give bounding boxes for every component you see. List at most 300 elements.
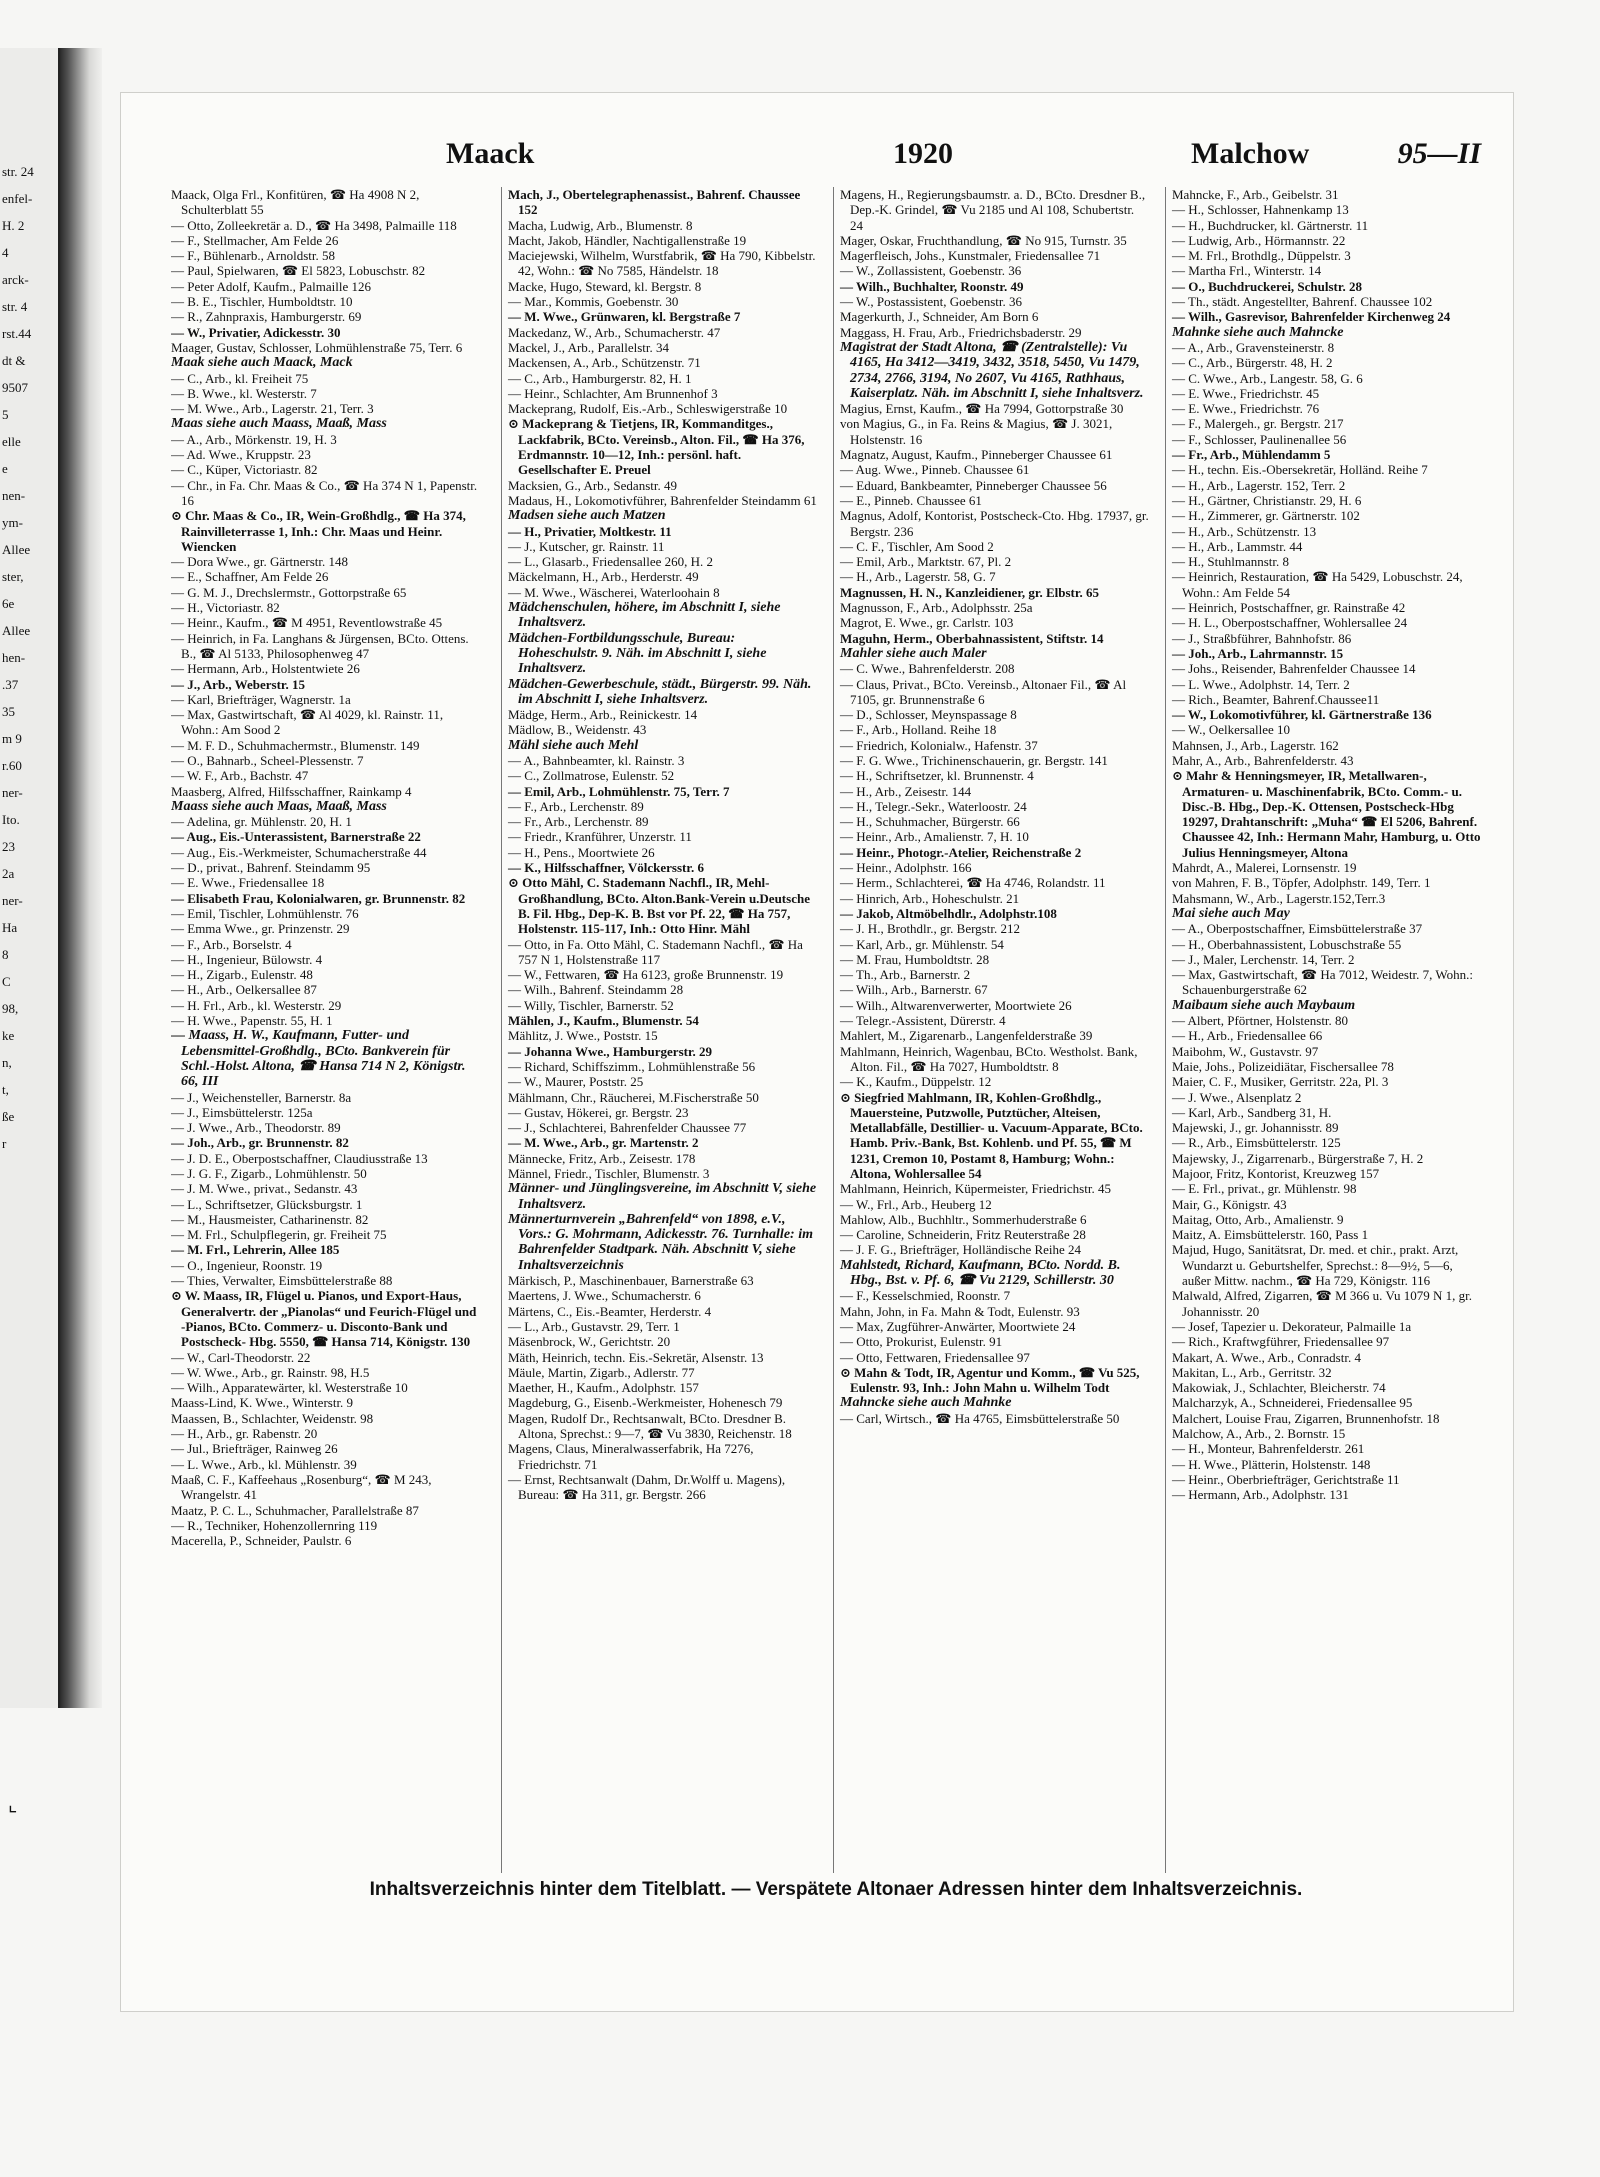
directory-entry: — Albert, Pförtner, Holstenstr. 80 xyxy=(1172,1013,1349,1029)
directory-entry: Mahlow, Alb., Buchhltr., Sommerhuderstraße 6 xyxy=(840,1211,1087,1227)
directory-entry: — F., Schlosser, Paulinenallee 56 xyxy=(1172,431,1347,447)
directory-entry: Majoor, Fritz, Kontorist, Kreuzweg 157 xyxy=(1172,1166,1380,1181)
previous-page-fragment: m 9 xyxy=(2,731,22,746)
directory-entry: — E. Wwe., Friedensallee 18 xyxy=(171,875,325,891)
directory-entry: — E. Wwe., Friedrichstr. 45 xyxy=(1172,385,1320,401)
directory-entry: Magistrat der Stadt Altona, ☎ (Zentralstelle): Vu 4165, Ha 3412—3419, 3432, 3518, 5450, Vu 1479, 2734, 2766, 3194, No 2607, Vu 4165, Rathhaus, Kaiserplatz. Näh. im Abschnitt I, siehe Inhaltsverz. xyxy=(840,339,1144,401)
directory-entry: Maguhn, Herm., Oberbahnassistent, Stiftstr. 14 xyxy=(840,630,1104,646)
directory-entry: Magen, Rudolf Dr., Rechtsanwalt, BCto. Dresdner B. Altona, Sprechst.: 9—7, ☎ Vu 3830, Reichenstr. 18 xyxy=(508,1410,792,1442)
directory-entry: Maitag, Otto, Arb., Amalienstr. 9 xyxy=(1172,1211,1344,1227)
directory-entry: — Heinr., Schlachter, Am Brunnenhof 3 xyxy=(508,385,718,401)
directory-entry: — W., Oelkersallee 10 xyxy=(1172,722,1291,738)
directory-entry: Magnatz, August, Kaufm., Pinneberger Chaussee 61 xyxy=(840,447,1113,463)
directory-entry: — Fr., Arb., Mühlendamm 5 xyxy=(1172,447,1331,463)
directory-entry: — Max, Zugführer-Anwärter, Moortwiete 24 xyxy=(840,1318,1076,1334)
previous-page-fragment: ner- xyxy=(2,785,23,800)
directory-entry: — L., Schriftsetzer, Glücksburgstr. 1 xyxy=(171,1196,363,1212)
directory-entry: — L., Arb., Gustavstr. 29, Terr. 1 xyxy=(508,1318,680,1334)
page-number: 95—II xyxy=(1397,137,1481,170)
directory-entry: — W., Carl-Theodorstr. 22 xyxy=(171,1349,311,1365)
directory-entry: — E. Frl., privat., gr. Mühlenstr. 98 xyxy=(1172,1181,1357,1197)
directory-entry: Mählen, J., Kaufm., Blumenstr. 54 xyxy=(508,1013,699,1029)
header-year: 1920 xyxy=(893,137,953,170)
directory-entry: Magrot, E. Wwe., gr. Carlstr. 103 xyxy=(840,615,1014,631)
previous-page-fragment: 9507 xyxy=(2,380,28,395)
directory-entry: Mählitz, J. Wwe., Poststr. 15 xyxy=(508,1028,658,1044)
directory-entry: — M. Wwe., Wäscherei, Waterloohain 8 xyxy=(508,584,720,600)
directory-entry: — M. F. D., Schuhmachermstr., Blumenstr. 149 xyxy=(171,737,420,753)
directory-entry: Mackeprang, Rudolf, Eis.-Arb., Schleswigerstraße 10 xyxy=(508,401,788,417)
directory-entry: — H., Arb., Lammstr. 44 xyxy=(1172,538,1303,554)
directory-entry: — G. M. J., Drechslermstr., Gottorpstraße 65 xyxy=(171,584,407,600)
directory-entry: — J., Weichensteller, Barnerstr. 8a xyxy=(171,1089,352,1105)
directory-entry: — Wilh., Altwarenverwerter, Moortwiete 26 xyxy=(840,997,1072,1013)
previous-page-fragment: 23 xyxy=(2,839,15,854)
previous-page-edge xyxy=(0,48,60,1708)
directory-entry: Maasberg, Alfred, Hilfsschaffner, Rainkamp 4 xyxy=(171,783,412,799)
directory-entry: Magnus, Adolf, Kontorist, Postscheck-Cto. Hbg. 17937, gr. Bergstr. 236 xyxy=(840,508,1149,539)
directory-entry: — Willy, Tischler, Barnerstr. 52 xyxy=(508,997,674,1013)
directory-entry: — Richard, Schiffszimm., Lohmühlenstraße 56 xyxy=(508,1058,756,1074)
directory-entry: — H., Arb., Oelkersallee 87 xyxy=(171,982,317,998)
directory-entry: — Friedr., Kranführer, Unzerstr. 11 xyxy=(508,829,692,845)
directory-entry: — O., Ingenieur, Roonstr. 19 xyxy=(171,1257,323,1273)
previous-page-fragment: n, xyxy=(2,1055,12,1070)
previous-page-fragment: ße xyxy=(2,1109,15,1124)
previous-page-fragment: r.60 xyxy=(2,758,22,773)
directory-entry: — H. Wwe., Papenstr. 55, H. 1 xyxy=(171,1013,333,1029)
directory-entry: Mahlmann, Heinrich, Küpermeister, Friedrichstr. 45 xyxy=(840,1181,1111,1197)
directory-entry: Makitan, L., Arb., Gerritstr. 32 xyxy=(1172,1364,1332,1380)
directory-entry: Männecke, Fritz, Arb., Zeisestr. 178 xyxy=(508,1150,696,1166)
directory-entry: — J., Arb., Weberstr. 15 xyxy=(171,676,305,692)
directory-entry: Maak siehe auch Maack, Mack xyxy=(171,355,353,371)
directory-entry: Madsen siehe auch Matzen xyxy=(508,508,666,524)
directory-entry: ⊙ Mahr & Henningsmeyer, IR, Metallwaren-, Armaturen- u. Maschinenfabrik, BCto. Comm.- u. Disc.-B. Hbg., Dep.-K. Ottensen, Postscheck-Hbg 19297, Drahtanschrift: „Muha“ ☎ El 5206, Bahrenf. Chaussee 42, Inh.: Hermann Mahr, Hamburg, u. Otto Julius Henningsmeyer, Altona xyxy=(1172,768,1481,860)
directory-entry: Maertens, J. Wwe., Schumacherstr. 6 xyxy=(508,1288,701,1304)
directory-entry: — A., Arb., Gravensteinerstr. 8 xyxy=(1172,339,1335,355)
column-1 xyxy=(171,187,481,1873)
directory-entry: — Jakob, Altmöbelhdlr., Adolphstr.108 xyxy=(840,905,1057,921)
directory-entry: — J. Wwe., Alsenplatz 2 xyxy=(1172,1089,1302,1105)
footer-note: Inhaltsverzeichnis hinter dem Titelblatt. — Verspätete Altonaer Adressen hinter dem Inhaltsverzeichnis. xyxy=(369,1879,1303,1900)
directory-entry: — H., Gärtner, Christianstr. 29, H. 6 xyxy=(1172,492,1362,508)
directory-entry: — Martha Frl., Winterstr. 14 xyxy=(1172,263,1322,279)
directory-entry: Mähl siehe auch Mehl xyxy=(508,737,639,753)
directory-entry: Maack, Olga Frl., Konfitüren, ☎ Ha 4908 N 2, Schulterblatt 55 xyxy=(171,187,420,218)
previous-page-fragment: Ha xyxy=(2,920,18,935)
directory-entry: — W., Lokomotivführer, kl. Gärtnerstraße 136 xyxy=(1172,707,1432,723)
directory-entry: — Hermann, Arb., Adolphstr. 131 xyxy=(1172,1487,1349,1503)
directory-entry: — Aug., Eis.-Werkmeister, Schumacherstraße 44 xyxy=(171,844,427,860)
directory-entry: — H., Arb., Lagerstr. 152, Terr. 2 xyxy=(1172,477,1346,493)
directory-entry: — Max, Gastwirtschaft, ☎ Ha 7012, Weidestr. 7, Wohn.: Schauenburgerstraße 62 xyxy=(1172,967,1474,998)
directory-entry: Mählmann, Chr., Räucherei, M.Fischerstraße 50 xyxy=(508,1089,759,1105)
directory-entry: Maatz, P. C. L., Schuhmacher, Parallelstraße 87 xyxy=(171,1502,419,1518)
directory-entry: — Heinr., Photogr.-Atelier, Reichenstraße 2 xyxy=(840,844,1082,860)
directory-entry: — Joh., Arb., Lahrmannstr. 15 xyxy=(1172,645,1344,661)
directory-entry: Mackedanz, W., Arb., Schumacherstr. 47 xyxy=(508,324,721,340)
directory-entry: — Chr., in Fa. Chr. Maas & Co., ☎ Ha 374 N 1, Papenstr. 16 xyxy=(171,477,478,508)
directory-entry: — J. H., Brothdlr., gr. Bergstr. 212 xyxy=(840,921,1020,937)
previous-page-fragment: C xyxy=(2,974,11,989)
previous-page-fragment: ke xyxy=(2,1028,15,1043)
previous-page-fragment: 4 xyxy=(2,245,9,260)
directory-entry: Majewski, J., gr. Johannisstr. 89 xyxy=(1172,1120,1339,1136)
directory-entry: Maager, Gustav, Schlosser, Lohmühlenstraße 75, Terr. 6 xyxy=(171,339,463,355)
directory-entry: Männerturnverein „Bahrenfeld“ von 1898, e.V., Vors.: G. Mohrmann, Adickesstr. 76. Turnhalle: im Bahrenfelder Stadtpark. Näh. Abschnitt V, siehe Inhaltsverzeichnis xyxy=(508,1211,813,1273)
directory-entry: — Peter Adolf, Kaufm., Palmaille 126 xyxy=(171,278,372,294)
directory-entry: Mahrdt, A., Malerei, Lornsenstr. 19 xyxy=(1172,860,1357,876)
directory-entry: — O., Bahnarb., Scheel-Plessenstr. 7 xyxy=(171,752,364,768)
directory-entry: — Emil, Tischler, Lohmühlenstr. 76 xyxy=(171,905,359,921)
directory-entry: — H., Arb., Schützenstr. 13 xyxy=(1172,523,1317,539)
directory-entry: Malchow, A., Arb., 2. Bornstr. 15 xyxy=(1172,1426,1346,1442)
directory-columns xyxy=(171,187,1489,1873)
directory-entry: — Joh., Arb., gr. Brunnenstr. 82 xyxy=(171,1135,349,1151)
directory-entry: Makart, A. Wwe., Arb., Conradstr. 4 xyxy=(1172,1349,1361,1365)
directory-entry: Märtens, C., Eis.-Beamter, Herderstr. 4 xyxy=(508,1303,712,1319)
directory-entry: — W., Postassistent, Goebenstr. 36 xyxy=(840,294,1023,310)
directory-entry: — J., Schlachterei, Bahrenfelder Chaussee 77 xyxy=(508,1120,747,1136)
directory-entry: Macksien, G., Arb., Sedanstr. 49 xyxy=(508,477,677,493)
directory-entry: — Emma Wwe., gr. Prinzenstr. 29 xyxy=(171,921,350,937)
directory-entry: — Johs., Reisender, Bahrenfelder Chaussee 14 xyxy=(1172,661,1416,677)
directory-entry: Mahlert, M., Zigarenarb., Langenfelderstraße 39 xyxy=(840,1028,1093,1044)
directory-entry: — M. Wwe., Arb., gr. Martenstr. 2 xyxy=(508,1135,699,1151)
running-header xyxy=(191,137,1481,171)
directory-entry: — D., privat., Bahrenf. Steindamm 95 xyxy=(171,860,371,876)
directory-entry: — L. Wwe., Adolphstr. 14, Terr. 2 xyxy=(1172,676,1350,692)
directory-entry: Mahler siehe auch Maler xyxy=(840,645,987,661)
directory-entry: Mahnsen, J., Arb., Lagerstr. 162 xyxy=(1172,737,1339,753)
directory-entry: Macke, Hugo, Steward, kl. Bergstr. 8 xyxy=(508,278,702,294)
directory-entry: — E., Schaffner, Am Felde 26 xyxy=(171,569,329,585)
directory-entry: — W., Frl., Arb., Heuberg 12 xyxy=(840,1196,992,1212)
directory-entry: — Wilh., Bahrenf. Steindamm 28 xyxy=(508,982,684,998)
directory-entry: ⊙ Chr. Maas & Co., IR, Wein-Großhdlg., ☎ Ha 374, Rainvilleterrasse 1, Inh.: Chr. Maas und Heinr. Wiencken xyxy=(171,508,466,554)
directory-entry: — W., Fettwaren, ☎ Ha 6123, große Brunnenstr. 19 xyxy=(508,967,784,983)
directory-entry: Maass-Lind, K. Wwe., Winterstr. 9 xyxy=(171,1395,354,1411)
directory-entry: von Mahren, F. B., Töpfer, Adolphstr. 149, Terr. 1 xyxy=(1172,875,1431,891)
directory-entry: ⊙ Mackeprang & Tietjens, IR, Kommanditges., Lackfabrik, BCto. Vereinsb., Alton. Fil., ☎ Ha 376, Erdmannstr. 10—12, Inh.: persönl. haft. Gesellschafter E. Preuel xyxy=(508,416,805,478)
directory-entry: — Dora Wwe., gr. Gärtnerstr. 148 xyxy=(171,554,349,570)
directory-entry: — C. Wwe., Bahrenfelderstr. 208 xyxy=(840,661,1015,677)
directory-entry: — J., Eimsbüttelerstr. 125a xyxy=(171,1104,313,1120)
directory-entry: — Wilh., Gasrevisor, Bahrenfelder Kirchenweg 24 xyxy=(1172,309,1451,325)
directory-entry: — Telegr.-Assistent, Dürerstr. 4 xyxy=(840,1013,1006,1029)
directory-entry: — Aug., Eis.-Unterassistent, Barnerstraße 22 xyxy=(171,829,421,845)
directory-entry: Maciejewski, Wilhelm, Wurstfabrik, ☎ Ha 790, Kibbelstr. 42, Wohn.: ☎ No 7585, Händelstr. 18 xyxy=(508,248,816,279)
previous-page-fragment: 6e xyxy=(2,596,15,611)
directory-entry: — H., Schlosser, Hahnenkamp 13 xyxy=(1172,202,1349,218)
previous-page-fragment: r xyxy=(2,1136,7,1151)
directory-entry: — J., Maler, Lerchenstr. 14, Terr. 2 xyxy=(1172,951,1355,967)
previous-page-fragment: 2a xyxy=(2,866,15,881)
directory-entry: Mäule, Martin, Zigarb., Adlerstr. 77 xyxy=(508,1364,695,1380)
directory-entry: Magerkurth, J., Schneider, Am Born 6 xyxy=(840,309,1039,325)
directory-entry: — M. Frl., Brothdlg., Düppelstr. 3 xyxy=(1172,248,1351,264)
directory-entry: Mädchen-Fortbildungsschule, Bureau: Hoheschulstr. 9. Näh. im Abschnitt I, siehe Inhaltsverz. xyxy=(508,630,767,677)
directory-entry: Malwald, Alfred, Zigarren, ☎ M 366 u. Vu 1079 N 1, gr. Johannisstr. 20 xyxy=(1172,1288,1473,1319)
previous-page-fragment: 8 xyxy=(2,947,9,962)
directory-entry: — Josef, Tapezier u. Dekorateur, Palmaille 1a xyxy=(1172,1318,1412,1334)
directory-entry: Malchert, Louise Frau, Zigarren, Brunnenhofstr. 18 xyxy=(1172,1410,1440,1426)
previous-page-fragment: nen- xyxy=(2,488,26,503)
directory-entry: — A., Oberpostschaffner, Eimsbüttelerstraße 37 xyxy=(1172,921,1423,937)
previous-page-fragment: ym- xyxy=(2,515,23,530)
directory-entry: — Emil, Arb., Marktstr. 67, Pl. 2 xyxy=(840,554,1012,570)
directory-entry: — A., Arb., Mörkenstr. 19, H. 3 xyxy=(171,431,337,447)
directory-entry: Maibohm, W., Gustavstr. 97 xyxy=(1172,1043,1319,1059)
directory-entry: — Mar., Kommis, Goebenstr. 30 xyxy=(508,294,679,310)
directory-entry: Mahncke siehe auch Mahnke xyxy=(840,1395,1012,1411)
directory-entry: — B. E., Tischler, Humboldtstr. 10 xyxy=(171,294,353,310)
directory-entry: — Claus, Privat., BCto. Vereinsb., Altonaer Fil., ☎ Al 7105, gr. Brunnenstraße 6 xyxy=(840,676,1127,707)
directory-entry: — Wilh., Apparatewärter, kl. Westerstraße 10 xyxy=(171,1380,408,1396)
directory-entry: — R., Arb., Eimsbüttelerstr. 125 xyxy=(1172,1135,1341,1151)
directory-entry: — K., Hilfsschaffner, Völckersstr. 6 xyxy=(508,860,704,876)
directory-entry: — Heinr., Adolphstr. 166 xyxy=(840,860,972,876)
previous-page-fragment: .37 xyxy=(2,677,19,692)
directory-entry: — H., techn. Eis.-Obersekretär, Holländ. Reihe 7 xyxy=(1172,462,1428,478)
directory-entry: — J. G. F., Zigarb., Lohmühlenstr. 50 xyxy=(171,1166,367,1181)
directory-entry: — F., Arb., Holland. Reihe 18 xyxy=(840,722,997,738)
directory-entry: — H. L., Oberpostschaffner, Wohlersallee 24 xyxy=(1172,615,1408,631)
directory-entry: Mädge, Herm., Arb., Reinickestr. 14 xyxy=(508,707,698,723)
directory-entry: Maitz, A. Eimsbüttelerstr. 160, Pass 1 xyxy=(1172,1227,1369,1243)
directory-entry: — Carl, Wirtsch., ☎ Ha 4765, Eimsbüttelerstraße 50 xyxy=(840,1410,1120,1426)
directory-entry: — Emil, Arb., Lohmühlenstr. 75, Terr. 7 xyxy=(508,783,730,799)
directory-entry: Magnussen, H. N., Kanzleidiener, gr. Elbstr. 65 xyxy=(840,584,1099,600)
directory-entry: — H., Schuhmacher, Bürgerstr. 66 xyxy=(840,814,1020,830)
directory-entry: Makowiak, J., Schlachter, Bleicherstr. 74 xyxy=(1172,1380,1386,1396)
directory-entry: — C. F., Tischler, Am Sood 2 xyxy=(840,538,994,554)
directory-entry: — Karl, Arb., gr. Mühlenstr. 54 xyxy=(840,936,1004,952)
directory-entry: — L. Wwe., Arb., kl. Mühlenstr. 39 xyxy=(171,1456,357,1472)
directory-entry: Mahlstedt, Richard, Kaufmann, BCto. Nordd. B. Hbg., Bst. v. Pf. 6, ☎ Vu 2129, Schillerstr. 30 xyxy=(840,1257,1121,1289)
directory-entry: — F. G. Wwe., Trichinenschauerin, gr. Bergstr. 141 xyxy=(840,752,1108,768)
directory-entry: Mahr, A., Arb., Bahrenfelderstr. 43 xyxy=(1172,752,1354,768)
directory-entry: Maassen, B., Schlachter, Weidenstr. 98 xyxy=(171,1410,374,1426)
directory-entry: Mach, J., Obertelegraphenassist., Bahrenf. Chaussee 152 xyxy=(508,187,801,218)
previous-page-fragment: t, xyxy=(2,1082,9,1097)
directory-entry: — W., Zollassistent, Goebenstr. 36 xyxy=(840,263,1022,279)
directory-entry: — A., Bahnbeamter, kl. Rainstr. 3 xyxy=(508,752,685,768)
directory-entry: — M. Frl., Schulpflegerin, gr. Freiheit 75 xyxy=(171,1227,387,1243)
directory-entry: — Paul, Spielwaren, ☎ El 5823, Lobuschstr. 82 xyxy=(171,263,426,279)
directory-entry: ⊙ Siegfried Mahlmann, IR, Kohlen-Großhdlg., Mauersteine, Putzwolle, Putztücher, Alteisen, Metallabfälle, Destillier- u. Vacuum-Apparate, BCto. Hamb. Priv.-Bank, Bst. Kohlenb. und Pf. 55, ☎ M 1231, Cremon 10, Postamt 8, Hamburg; Wohn.: Altona, Wohlersallee 54 xyxy=(840,1089,1143,1181)
directory-entry: — J. F. G., Briefträger, Holländische Reihe 24 xyxy=(840,1242,1082,1258)
directory-entry: — C., Küper, Victoriastr. 82 xyxy=(171,462,318,478)
directory-entry: ⊙ Otto Mähl, C. Stademann Nachfl., IR, Mehl-Großhandlung, BCto. Alton.Bank-Verein u.Deutsche B. Fil. Hbg., Dep-K. B. Bst vor Pf. 22, ☎ Ha 757, Holstenstr. 115-117, Inh.: Otto Hinr. Mähl xyxy=(508,875,810,937)
directory-entry: — M. Wwe., Grünwaren, kl. Bergstraße 7 xyxy=(508,309,741,325)
directory-entry: — Otto, Zolleekretär a. D., ☎ Ha 3498, Palmaille 118 xyxy=(171,217,457,233)
directory-entry: — Th., städt. Angestellter, Bahrenf. Chaussee 102 xyxy=(1172,294,1433,310)
directory-entry: — W., Maurer, Poststr. 25 xyxy=(508,1074,644,1090)
directory-entry: Macht, Jakob, Händler, Nachtigallenstraße 19 xyxy=(508,232,747,248)
directory-entry: — H., Stuhlmannstr. 8 xyxy=(1172,554,1290,570)
directory-page xyxy=(120,92,1514,2012)
previous-page-fragment: hen- xyxy=(2,650,26,665)
directory-entry: Mädchen-Gewerbeschule, städt., Bürgerstr. 99. Näh. im Abschnitt I, siehe Inhaltsverz. xyxy=(508,676,812,707)
directory-entry: — W. F., Arb., Bachstr. 47 xyxy=(171,768,309,784)
directory-entry: — Heinrich, Restauration, ☎ Ha 5429, Lobuschstr. 24, Wohn.: Am Felde 54 xyxy=(1172,569,1463,600)
directory-entry: — D., Schlosser, Meynspassage 8 xyxy=(840,707,1017,723)
directory-entry: — C. Wwe., Arb., Langestr. 58, G. 6 xyxy=(1172,370,1363,386)
previous-page-fragment: Allee xyxy=(2,542,31,557)
directory-entry: — F., Kesselschmied, Roonstr. 7 xyxy=(840,1288,1011,1304)
previous-page-fragment: elle xyxy=(2,434,21,449)
directory-entry: — Th., Arb., Barnerstr. 2 xyxy=(840,967,971,983)
directory-entry: — Friedrich, Kolonialw., Hafenstr. 37 xyxy=(840,737,1038,753)
directory-entry: — C., Arb., Hamburgerstr. 82, H. 1 xyxy=(508,370,692,386)
directory-entry: — Hermann, Arb., Holstentwiete 26 xyxy=(171,661,360,677)
directory-entry: — R., Techniker, Hohenzollernring 119 xyxy=(171,1517,378,1533)
directory-entry: — Herm., Schlachterei, ☎ Ha 4746, Rolandstr. 11 xyxy=(840,875,1106,891)
directory-entry: ⊙ W. Maass, IR, Flügel u. Pianos, und Export-Haus, Generalvertr. der „Pianolas“ und Feurich-Flügel und -Pianos, BCto. Commerz- u. Disconto-Bank und Postscheck- Hbg. 5550, ☎ Hansa 714, Königstr. 130 xyxy=(171,1288,477,1350)
directory-entry: Malcharzyk, A., Schneiderei, Friedensallee 95 xyxy=(1172,1395,1413,1411)
directory-entry: — M., Hausmeister, Catharinenstr. 82 xyxy=(171,1211,369,1227)
directory-entry: Maas siehe auch Maass, Maaß, Mass xyxy=(171,416,387,432)
directory-entry: — H., Privatier, Moltkestr. 11 xyxy=(508,523,672,539)
directory-entry: — Otto, Prokurist, Eulenstr. 91 xyxy=(840,1334,1003,1350)
directory-entry: — O., Buchdruckerei, Schulstr. 28 xyxy=(1172,278,1362,294)
directory-entry: — Karl, Briefträger, Wagnerstr. 1a xyxy=(171,691,351,707)
directory-entry: — H., Zigarb., Eulenstr. 48 xyxy=(171,967,313,983)
directory-entry: Magius, Ernst, Kaufm., ☎ Ha 7994, Gottorpstraße 30 xyxy=(840,401,1124,417)
previous-page-fragment: ster, xyxy=(2,569,24,584)
directory-entry: — Hinrich, Arb., Hoheschulstr. 21 xyxy=(840,890,1020,906)
previous-page-fragment: 5 xyxy=(2,407,9,422)
previous-page-fragment: arck- xyxy=(2,272,29,287)
directory-entry: — R., Zahnpraxis, Hamburgerstr. 69 xyxy=(171,309,362,325)
directory-entry: — H., Arb., gr. Rabenstr. 20 xyxy=(171,1426,318,1442)
directory-entry: — H., Zimmerer, gr. Gärtnerstr. 102 xyxy=(1172,508,1360,524)
directory-entry: Maier, C. F., Musiker, Gerritstr. 22a, Pl. 3 xyxy=(1172,1074,1389,1090)
directory-entry: — L., Glasarb., Friedensallee 260, H. 2 xyxy=(508,554,714,570)
directory-entry: — H., Arb., Lagerstr. 58, G. 7 xyxy=(840,569,996,585)
directory-entry: Mackel, J., Arb., Parallelstr. 34 xyxy=(508,339,670,355)
directory-entry: — Rich., Kraftwgführer, Friedensallee 97 xyxy=(1172,1334,1390,1350)
directory-entry: — M. Wwe., Arb., Lagerstr. 21, Terr. 3 xyxy=(171,401,374,417)
previous-page-fragment: 35 xyxy=(2,704,15,719)
directory-entry: Madaus, H., Lokomotivführer, Bahrenfelder Steindamm 61 xyxy=(508,492,817,508)
directory-entry: — H., Pens., Moortwiete 26 xyxy=(508,844,655,860)
directory-entry: — E., Pinneb. Chaussee 61 xyxy=(840,492,982,508)
previous-page-fragment: rst.44 xyxy=(2,326,32,341)
directory-entry: — H. Frl., Arb., kl. Westerstr. 29 xyxy=(171,997,342,1013)
directory-entry: — J., Straßbführer, Bahnhofstr. 86 xyxy=(1172,630,1352,646)
directory-entry: Magens, Claus, Mineralwasserfabrik, Ha 7276, Friedrichstr. 71 xyxy=(508,1441,754,1472)
directory-entry: Mahsmann, W., Arb., Lagerstr.152,Terr.3 xyxy=(1172,890,1386,906)
previous-page-fragment: Ito. xyxy=(2,812,20,827)
directory-entry: Maaß, C. F., Kaffeehaus „Rosenburg“, ☎ M 243, Wrangelstr. 41 xyxy=(171,1471,432,1503)
directory-entry: — Ludwig, Arb., Hörmannstr. 22 xyxy=(1172,232,1346,248)
directory-entry: — H., Monteur, Bahrenfelderstr. 261 xyxy=(1172,1441,1365,1457)
directory-entry: Maass siehe auch Maas, Maaß, Mass xyxy=(171,798,387,814)
directory-entry: — Otto, in Fa. Otto Mähl, C. Stademann Nachfl., ☎ Ha 757 N 1, Holstenstraße 117 xyxy=(508,936,803,967)
directory-entry: — Elisabeth Frau, Kolonialwaren, gr. Brunnenstr. 82 xyxy=(171,890,466,906)
directory-entry: Mäth, Heinrich, techn. Eis.-Sekretär, Alsenstr. 13 xyxy=(508,1349,764,1365)
directory-entry: — W. Wwe., Arb., gr. Rainstr. 98, H.5 xyxy=(171,1364,370,1380)
directory-entry: — H., Oberbahnassistent, Lobuschstraße 55 xyxy=(1172,936,1402,952)
directory-entry: — M. Frl., Lehrerin, Allee 185 xyxy=(171,1242,340,1258)
directory-entry: — Karl, Arb., Sandberg 31, H. xyxy=(1172,1104,1332,1120)
directory-entry: Männer- und Jünglingsvereine, im Abschnitt V, siehe Inhaltsverz. xyxy=(508,1181,817,1212)
directory-entry: — J. D. E., Oberpostschaffner, Claudiusstraße 13 xyxy=(171,1150,428,1166)
directory-entry: Mahn, John, in Fa. Mahn & Todt, Eulenstr. 93 xyxy=(840,1303,1080,1319)
previous-page-fragment: dt & xyxy=(2,353,26,368)
directory-entry: Männel, Friedr., Tischler, Blumenstr. 3 xyxy=(508,1166,710,1181)
directory-entry: Mai siehe auch May xyxy=(1172,905,1290,921)
directory-entry: Macha, Ludwig, Arb., Blumenstr. 8 xyxy=(508,217,693,233)
directory-entry: Mädchenschulen, höhere, im Abschnitt I, siehe Inhaltsverz. xyxy=(508,600,781,631)
directory-entry: — Johanna Wwe., Hamburgerstr. 29 xyxy=(508,1043,713,1059)
directory-entry: — E. Wwe., Friedrichstr. 76 xyxy=(1172,401,1320,417)
directory-entry: — H., Arb., Zeisestr. 144 xyxy=(840,783,972,799)
directory-entry: Magnusson, F., Arb., Adolphsstr. 25a xyxy=(840,600,1033,616)
directory-entry: Mahnke siehe auch Mahncke xyxy=(1172,324,1344,340)
directory-entry: — F., Malergeh., gr. Bergstr. 217 xyxy=(1172,416,1344,432)
directory-entry: — Wilh., Buchhalter, Roonstr. 49 xyxy=(840,278,1024,294)
directory-entry: — F., Stellmacher, Am Felde 26 xyxy=(171,232,339,248)
directory-entry: — Maass, H. W., Kaufmann, Futter- und Lebensmittel-Großhdlg., BCto. Bankverein für Schl.-Holst. Altona, ☎ Hansa 714 N 2, Königstr. 66, III xyxy=(171,1028,466,1090)
directory-entry: — Adelina, gr. Mühlenstr. 20, H. 1 xyxy=(171,814,352,830)
directory-entry: — H., Telegr.-Sekr., Waterloostr. 24 xyxy=(840,798,1027,814)
header-first-entry: Maack xyxy=(446,137,535,170)
directory-entry: Mädlow, B., Weidenstr. 43 xyxy=(508,722,647,738)
previous-page-fragment: Allee xyxy=(2,623,31,638)
directory-entry: — Max, Gastwirtschaft, ☎ Al 4029, kl. Rainstr. 11, Wohn.: Am Sood 2 xyxy=(171,707,444,738)
directory-entry: Magens, H., Regierungsbaumstr. a. D., BCto. Dresdner B., Dep.-K. Grindel, ☎ Vu 2185 und Al 108, Schubertstr. 24 xyxy=(840,187,1146,233)
directory-entry: — H., Buchdrucker, kl. Gärtnerstr. 11 xyxy=(1172,217,1369,233)
directory-entry: — Heinrich, Postschaffner, gr. Rainstraße 42 xyxy=(1172,600,1406,616)
page-corner-mark: ⌞ xyxy=(8,1794,18,1816)
directory-entry: Mahlmann, Heinrich, Wagenbau, BCto. Westholst. Bank, Alton. Fil., ☎ Ha 7027, Humboldtstr. 8 xyxy=(840,1043,1138,1074)
directory-entry: — C., Arb., kl. Freiheit 75 xyxy=(171,370,309,386)
directory-entry: — J., Kutscher, gr. Rainstr. 11 xyxy=(508,538,665,554)
directory-entry: — Ad. Wwe., Kruppstr. 23 xyxy=(171,447,311,463)
directory-entry: Mager, Oskar, Fruchthandlung, ☎ No 915, Turnstr. 35 xyxy=(840,232,1127,248)
directory-entry: — Heinrich, in Fa. Langhans & Jürgensen, BCto. Ottens. B., ☎ Al 5133, Philosophenweg 47 xyxy=(171,630,469,661)
directory-entry: Märkisch, P., Maschinenbauer, Barnerstraße 63 xyxy=(508,1273,754,1289)
directory-entry: — Heinr., Kaufm., ☎ M 4951, Reventlowstraße 45 xyxy=(171,615,443,631)
previous-page-fragment: str. 24 xyxy=(2,164,34,179)
directory-entry: — B. Wwe., kl. Westerstr. 7 xyxy=(171,385,317,401)
directory-entry: — Ernst, Rechtsanwalt (Dahm, Dr.Wolff u. Magens), Bureau: ☎ Ha 311, gr. Bergstr. 266 xyxy=(508,1471,786,1503)
previous-page-fragment: e xyxy=(2,461,8,476)
previous-page-fragment: 98, xyxy=(2,1001,19,1016)
directory-entry: — H., Schriftsetzer, kl. Brunnenstr. 4 xyxy=(840,768,1034,784)
directory-entry: — H. Wwe., Plätterin, Holstenstr. 148 xyxy=(1172,1456,1371,1472)
directory-entry: — H., Victoriastr. 82 xyxy=(171,600,280,616)
directory-entry: — Wilh., Arb., Barnerstr. 67 xyxy=(840,982,988,998)
directory-entry: — Jul., Briefträger, Rainweg 26 xyxy=(171,1441,338,1457)
directory-entry: — F., Arb., Lerchenstr. 89 xyxy=(508,798,644,814)
previous-page-fragment: ner- xyxy=(2,893,23,908)
directory-entry: Magerfleisch, Johs., Kunstmaler, Friedensallee 71 xyxy=(840,248,1101,264)
directory-entry: — Rich., Beamter, Bahrenf.Chaussee11 xyxy=(1172,691,1380,707)
directory-entry: Mackensen, A., Arb., Schützenstr. 71 xyxy=(508,355,701,371)
directory-entry: — Heinr., Arb., Amalienstr. 7, H. 10 xyxy=(840,829,1029,845)
previous-page-fragment: str. 4 xyxy=(2,299,28,314)
directory-entry: von Magius, G., in Fa. Reins & Magius, ☎ J. 3021, Holstenstr. 16 xyxy=(840,416,1113,447)
book-gutter xyxy=(60,48,102,1708)
directory-entry: Majewsky, J., Zigarrenarb., Bürgerstraße 7, H. 2 xyxy=(1172,1150,1424,1166)
directory-entry: Mäckelmann, H., Arb., Herderstr. 49 xyxy=(508,569,699,585)
column-2 xyxy=(501,187,818,1873)
